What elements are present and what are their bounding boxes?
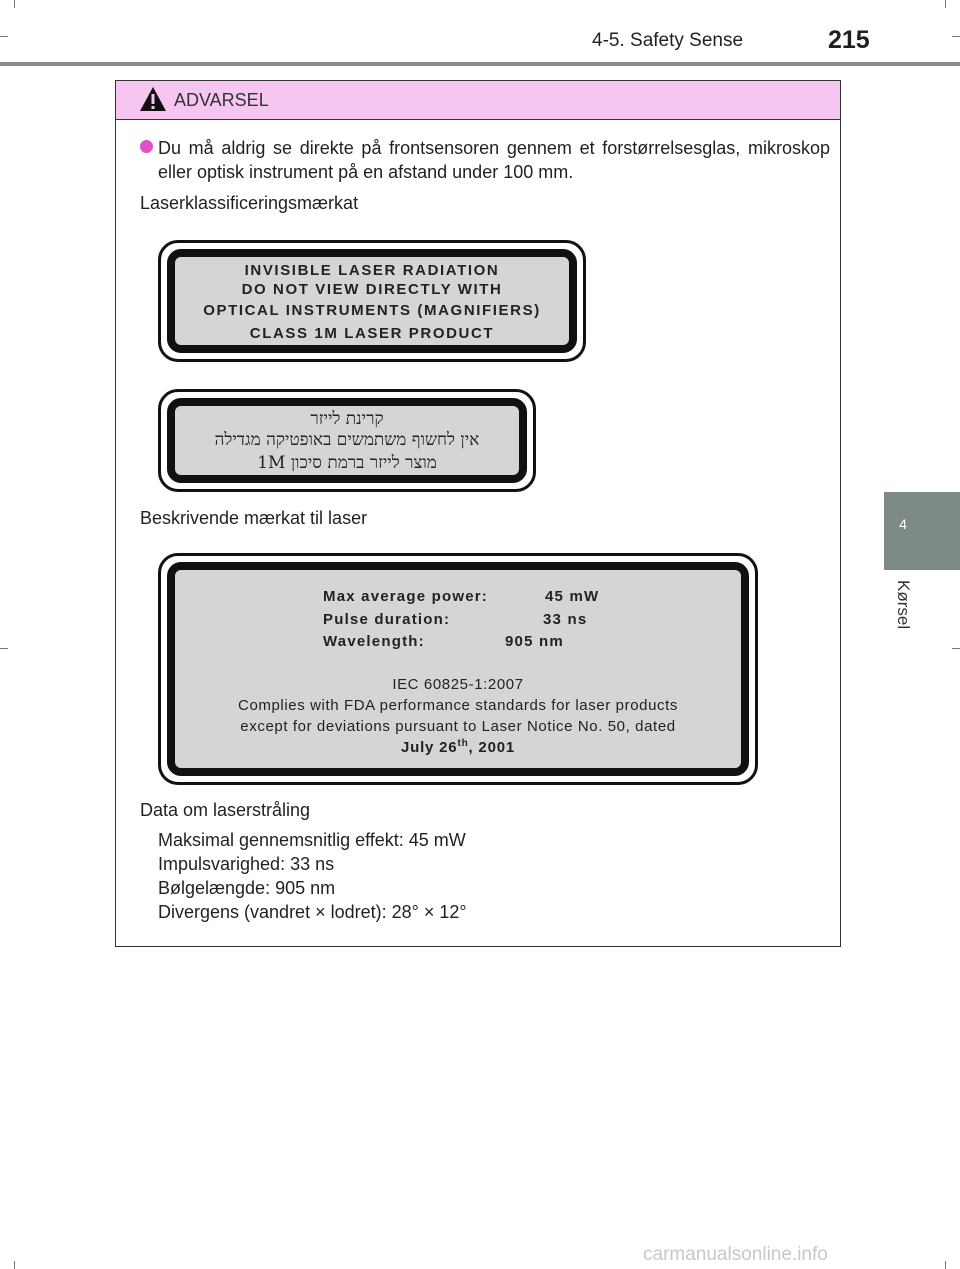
label-panel: [167, 398, 527, 483]
label-line: CLASS 1M LASER PRODUCT: [249, 325, 495, 342]
spec-value: 905 nm: [505, 633, 564, 650]
radiation-spec: Impulsvarighed: 33 ns: [158, 854, 335, 874]
radiation-heading: Data om laserstråling: [140, 800, 311, 820]
spec-value: 45 mW: [545, 588, 600, 605]
label-line: קרינת לייזר: [310, 409, 384, 429]
spec-value: 33 ns: [543, 611, 588, 628]
date-text: July 26: [400, 739, 458, 756]
crop-mark: [0, 36, 8, 37]
spec-label: Pulse duration:: [323, 611, 451, 628]
label-panel: [167, 249, 577, 353]
warning-bullet-text: Du må aldrig se direkte på frontsensoren gennem et forstørrelsesglas, mikroskop eller optisk instrument på en afstand under 100 mm.: [158, 138, 830, 182]
spec-label: Max average power:: [323, 588, 488, 605]
chapter-tab[interactable]: [884, 492, 960, 570]
crop-mark: [0, 648, 8, 649]
crop-mark: [952, 648, 960, 649]
warning-header: [116, 81, 840, 120]
description-label: [158, 553, 758, 785]
radiation-spec: Divergens (vandret × lodret): 28° × 12°: [158, 902, 467, 922]
crop-mark: [952, 36, 960, 37]
page-number: 215: [828, 26, 870, 54]
label-line: OPTICAL INSTRUMENTS (MAGNIFIERS): [203, 302, 541, 319]
description-heading: Beskrivende mærkat til laser: [140, 508, 368, 528]
watermark: carmanualsonline.info: [643, 1244, 828, 1265]
crop-mark: [945, 1261, 946, 1269]
chapter-number: 4: [899, 516, 907, 532]
classification-heading: Laserklassificeringsmærkat: [140, 193, 359, 213]
section-title: 4-5. Safety Sense: [592, 30, 744, 51]
standard-text: IEC 60825-1:2007: [392, 676, 524, 693]
bullet-icon: [140, 140, 153, 153]
label-line: INVISIBLE LASER RADIATION: [244, 262, 500, 279]
compliance-text: Complies with FDA performance standards for laser products: [238, 697, 678, 714]
header-rule: [0, 62, 960, 66]
classification-label: [158, 240, 586, 362]
spec-label: Wavelength:: [323, 633, 425, 650]
compliance-text: except for deviations pursuant to Laser Notice No. 50, dated: [240, 718, 676, 735]
hebrew-label: [158, 389, 536, 492]
crop-mark: [14, 1261, 15, 1269]
warning-title: ADVARSEL: [174, 90, 269, 110]
label-panel: [167, 562, 749, 776]
date-text: , 2001: [468, 739, 516, 756]
label-line: אין לחשוף משתמשים באופטיקה מגדילה: [214, 430, 480, 450]
chapter-name: Kørsel: [894, 580, 913, 630]
crop-mark: [945, 0, 946, 8]
date-superscript: th: [457, 738, 469, 749]
compliance-date: [175, 738, 741, 756]
label-line: DO NOT VIEW DIRECTLY WITH: [241, 281, 503, 298]
warning-triangle-icon: [139, 86, 167, 112]
label-line: מוצר לייזר ברמת סיכון 1M: [257, 453, 437, 473]
radiation-spec: Maksimal gennemsnitlig effekt: 45 mW: [158, 830, 466, 850]
radiation-spec: Bølgelængde: 905 nm: [158, 878, 336, 898]
crop-mark: [14, 0, 15, 8]
